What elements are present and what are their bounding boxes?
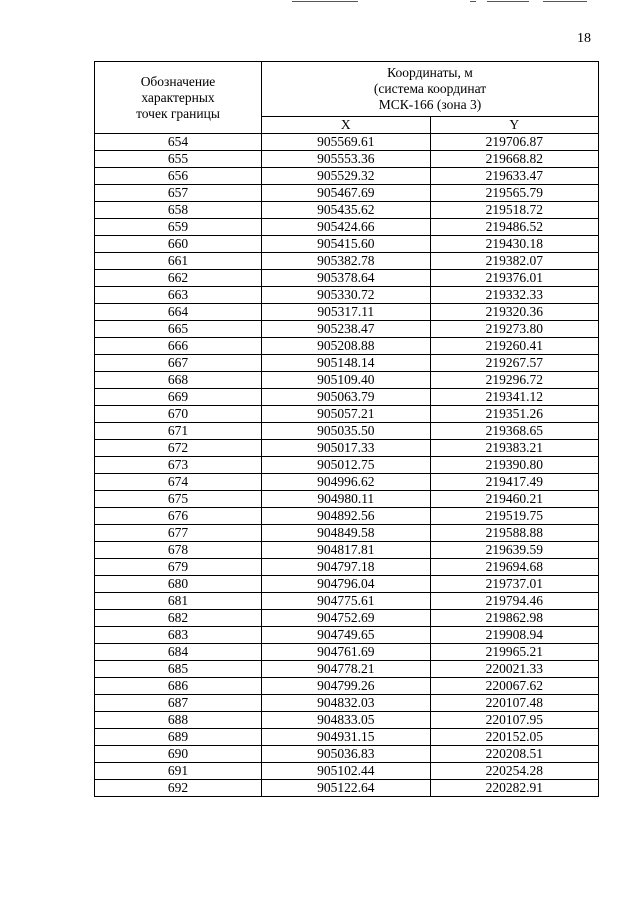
- cell-y: 219639.59: [430, 542, 599, 559]
- cell-x: 905148.14: [262, 355, 431, 372]
- cell-y: 219862.98: [430, 610, 599, 627]
- table-row: [95, 678, 599, 695]
- cell-y: 219320.36: [430, 304, 599, 321]
- cell-point-number: 681: [95, 593, 262, 610]
- table-row: [95, 525, 599, 542]
- cell-y: 219260.41: [430, 338, 599, 355]
- table-row: [95, 338, 599, 355]
- table-row: [95, 253, 599, 270]
- cell-point-number: 675: [95, 491, 262, 508]
- header-text-line: МСК-166 (зона 3): [378, 97, 482, 112]
- cell-x: 905238.47: [262, 321, 431, 338]
- header-x: X: [262, 117, 431, 134]
- cell-y: 219519.75: [430, 508, 599, 525]
- cell-y: 219390.80: [430, 457, 599, 474]
- header-coordinates: [262, 62, 599, 117]
- table-row: [95, 576, 599, 593]
- cell-point-number: 683: [95, 627, 262, 644]
- cell-point-number: 688: [95, 712, 262, 729]
- table-row: [95, 355, 599, 372]
- table-row: [95, 406, 599, 423]
- cell-x: 904749.65: [262, 627, 431, 644]
- cell-x: 904892.56: [262, 508, 431, 525]
- table-row: [95, 746, 599, 763]
- cell-x: 905553.36: [262, 151, 431, 168]
- table-row: [95, 695, 599, 712]
- cell-y: 219351.26: [430, 406, 599, 423]
- table-row: [95, 661, 599, 678]
- cell-x: 905063.79: [262, 389, 431, 406]
- table-row: [95, 236, 599, 253]
- page-number: 18: [577, 31, 591, 46]
- table-row: [95, 168, 599, 185]
- cell-x: 905529.32: [262, 168, 431, 185]
- table-row: [95, 508, 599, 525]
- table-row: [95, 151, 599, 168]
- header-text-line: характерных: [141, 89, 215, 105]
- cell-y: 220152.05: [430, 729, 599, 746]
- cell-point-number: 680: [95, 576, 262, 593]
- cell-point-number: 657: [95, 185, 262, 202]
- cell-x: 905569.61: [262, 134, 431, 151]
- table-row: [95, 270, 599, 287]
- header-text-line: Координаты, м: [387, 65, 473, 80]
- table-body: [95, 134, 599, 797]
- header-text-line: (система координат: [373, 81, 487, 96]
- cell-x: 904832.03: [262, 695, 431, 712]
- cell-x: 904761.69: [262, 644, 431, 661]
- header-text-line: точек границы: [136, 105, 220, 121]
- cell-x: 904817.81: [262, 542, 431, 559]
- cell-y: 219737.01: [430, 576, 599, 593]
- table-row: [95, 134, 599, 151]
- cell-y: 219273.80: [430, 321, 599, 338]
- cell-point-number: 689: [95, 729, 262, 746]
- table-row: [95, 474, 599, 491]
- cell-y: 219417.49: [430, 474, 599, 491]
- cell-x: 904996.62: [262, 474, 431, 491]
- cell-y: 220107.95: [430, 712, 599, 729]
- cell-x: 904797.18: [262, 559, 431, 576]
- cell-x: 905415.60: [262, 236, 431, 253]
- cell-y: 220254.28: [430, 763, 599, 780]
- cell-x: 904980.11: [262, 491, 431, 508]
- coordinates-table: [94, 61, 599, 797]
- cell-y: 219460.21: [430, 491, 599, 508]
- cell-y: 219430.18: [430, 236, 599, 253]
- cell-point-number: 656: [95, 168, 262, 185]
- table-row: [95, 559, 599, 576]
- top-mark: [292, 1, 358, 2]
- table-row: [95, 372, 599, 389]
- cell-point-number: 690: [95, 746, 262, 763]
- cell-point-number: 655: [95, 151, 262, 168]
- table-row: [95, 763, 599, 780]
- cell-x: 905017.33: [262, 440, 431, 457]
- cell-x: 905036.83: [262, 746, 431, 763]
- cell-y: 220021.33: [430, 661, 599, 678]
- table-row: [95, 457, 599, 474]
- cell-point-number: 687: [95, 695, 262, 712]
- header-y: Y: [430, 117, 599, 134]
- table-row: [95, 780, 599, 797]
- cell-y: 219383.21: [430, 440, 599, 457]
- cell-x: 905382.78: [262, 253, 431, 270]
- table-row: [95, 389, 599, 406]
- cell-point-number: 674: [95, 474, 262, 491]
- table-row: [95, 219, 599, 236]
- cell-point-number: 670: [95, 406, 262, 423]
- cell-x: 905012.75: [262, 457, 431, 474]
- cell-x: 905109.40: [262, 372, 431, 389]
- cell-y: 219588.88: [430, 525, 599, 542]
- cell-x: 905435.62: [262, 202, 431, 219]
- cell-x: 904833.05: [262, 712, 431, 729]
- cell-y: 220282.91: [430, 780, 599, 797]
- table-row: [95, 321, 599, 338]
- cell-y: 219296.72: [430, 372, 599, 389]
- cell-y: 220208.51: [430, 746, 599, 763]
- top-mark: [543, 1, 587, 2]
- cell-x: 904752.69: [262, 610, 431, 627]
- cell-x: 905208.88: [262, 338, 431, 355]
- table-row: [95, 627, 599, 644]
- cell-point-number: 692: [95, 780, 262, 797]
- cell-y: 220107.48: [430, 695, 599, 712]
- table-row: [95, 712, 599, 729]
- cell-y: 219518.72: [430, 202, 599, 219]
- cell-y: 219267.57: [430, 355, 599, 372]
- cell-point-number: 679: [95, 559, 262, 576]
- cell-point-number: 661: [95, 253, 262, 270]
- cell-point-number: 691: [95, 763, 262, 780]
- cell-x: 905057.21: [262, 406, 431, 423]
- cell-point-number: 684: [95, 644, 262, 661]
- cell-x: 904796.04: [262, 576, 431, 593]
- cell-point-number: 662: [95, 270, 262, 287]
- cell-y: 219376.01: [430, 270, 599, 287]
- table-row: [95, 202, 599, 219]
- cell-point-number: 672: [95, 440, 262, 457]
- cell-x: 904778.21: [262, 661, 431, 678]
- table-row: [95, 304, 599, 321]
- header-point-designation: [95, 62, 262, 134]
- cell-y: 219633.47: [430, 168, 599, 185]
- cell-point-number: 665: [95, 321, 262, 338]
- table-row: [95, 185, 599, 202]
- cell-point-number: 664: [95, 304, 262, 321]
- cell-y: 219565.79: [430, 185, 599, 202]
- table-row: [95, 542, 599, 559]
- cell-x: 904849.58: [262, 525, 431, 542]
- cell-y: 219706.87: [430, 134, 599, 151]
- table-row: [95, 287, 599, 304]
- cell-point-number: 660: [95, 236, 262, 253]
- cell-x: 905378.64: [262, 270, 431, 287]
- cell-x: 904931.15: [262, 729, 431, 746]
- top-mark: [487, 1, 529, 2]
- table-row: [95, 491, 599, 508]
- cell-x: 905035.50: [262, 423, 431, 440]
- cell-y: 219382.07: [430, 253, 599, 270]
- cell-point-number: 658: [95, 202, 262, 219]
- cell-y: 219486.52: [430, 219, 599, 236]
- cell-point-number: 654: [95, 134, 262, 151]
- cell-y: 220067.62: [430, 678, 599, 695]
- cell-y: 219908.94: [430, 627, 599, 644]
- table-row: [95, 440, 599, 457]
- top-mark: [470, 1, 476, 2]
- cell-point-number: 677: [95, 525, 262, 542]
- cell-point-number: 673: [95, 457, 262, 474]
- cell-point-number: 671: [95, 423, 262, 440]
- table-row: [95, 423, 599, 440]
- cell-x: 905330.72: [262, 287, 431, 304]
- table-row: [95, 593, 599, 610]
- cell-x: 905122.64: [262, 780, 431, 797]
- cell-y: 219965.21: [430, 644, 599, 661]
- cell-point-number: 666: [95, 338, 262, 355]
- cell-x: 905424.66: [262, 219, 431, 236]
- cell-point-number: 668: [95, 372, 262, 389]
- cell-x: 904799.26: [262, 678, 431, 695]
- table-row: [95, 644, 599, 661]
- header-text-line: Обозначение: [140, 73, 216, 89]
- cell-point-number: 667: [95, 355, 262, 372]
- cell-point-number: 685: [95, 661, 262, 678]
- table-row: [95, 729, 599, 746]
- cell-y: 219332.33: [430, 287, 599, 304]
- cell-point-number: 682: [95, 610, 262, 627]
- cell-point-number: 686: [95, 678, 262, 695]
- cell-point-number: 678: [95, 542, 262, 559]
- cell-x: 905317.11: [262, 304, 431, 321]
- cell-y: 219341.12: [430, 389, 599, 406]
- cell-x: 905467.69: [262, 185, 431, 202]
- cell-point-number: 676: [95, 508, 262, 525]
- cell-point-number: 663: [95, 287, 262, 304]
- cell-point-number: 669: [95, 389, 262, 406]
- cell-x: 904775.61: [262, 593, 431, 610]
- cell-y: 219668.82: [430, 151, 599, 168]
- cell-x: 905102.44: [262, 763, 431, 780]
- cell-point-number: 659: [95, 219, 262, 236]
- table-row: [95, 610, 599, 627]
- top-edge-marks: [0, 0, 640, 4]
- cell-y: 219368.65: [430, 423, 599, 440]
- cell-y: 219694.68: [430, 559, 599, 576]
- cell-y: 219794.46: [430, 593, 599, 610]
